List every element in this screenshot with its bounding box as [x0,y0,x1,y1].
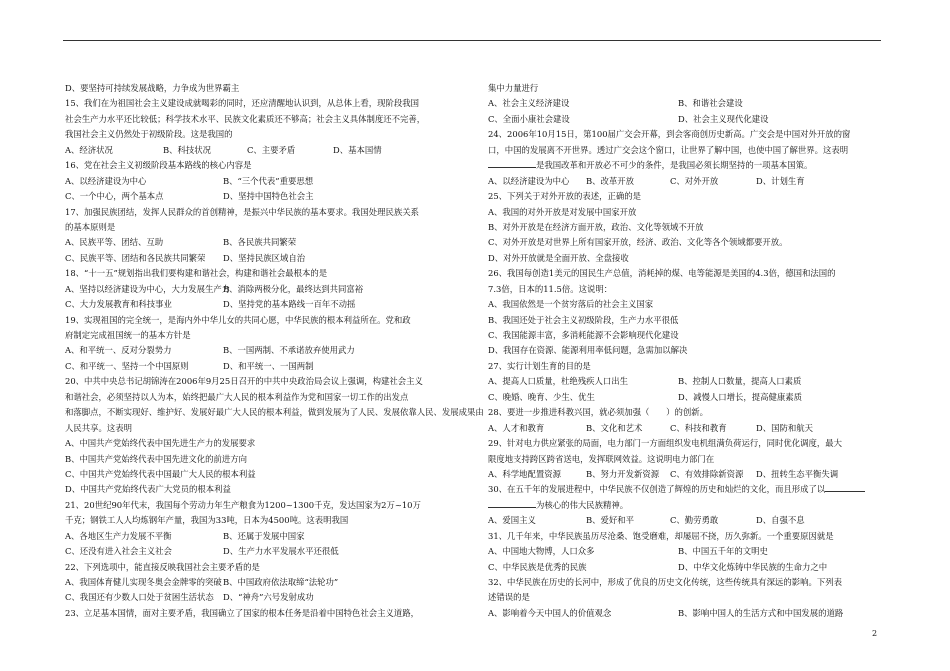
option-row [65,235,465,250]
answer-option: A、各地区生产力发展不平衡 [65,530,172,541]
answer-option: D、“神舟”六号发射成功 [223,592,314,603]
answer-blank [825,482,865,492]
answer-option: B、爱好和平 [586,515,635,526]
answer-option: C、中华民族是优秀的民族 [488,561,587,572]
answer-option: A、以经济建设为中心 [65,175,147,186]
answer-option: B、和谐社会建设 [678,98,743,109]
text-line: 23、立足基本国情，面对主要矛盾，我国确立了国家的根本任务是沿着中国特色社会主义道路， [65,607,420,618]
answer-option: C、对外开放 [670,175,719,186]
answer-option: A、人才和教育 [488,422,545,433]
answer-option: B、改革开放 [586,175,635,186]
text-line: 18、“十一五”规划指出我们要构建和谐社会，构建和谐社会最根本的是 [65,268,328,279]
answer-option: A、和平统一、反对分裂势力 [65,345,172,356]
text-line: 限度地支持跨区跨省送电，发挥联网效益。这说明电力部门在 [488,453,715,464]
answer-option: B、影响中国人的生活方式和中国发展的道路 [678,607,844,618]
option-row [488,96,888,111]
option-row [65,529,465,544]
top-rule [63,40,881,41]
answer-option: B、文化和艺术 [586,422,643,433]
answer-option: B、控制人口数量，提高人口素质 [678,376,802,387]
option-row [488,390,888,405]
answer-option: B、各民族共同繁荣 [223,237,297,248]
answer-option: B、努力开发新资源 [586,468,660,479]
text-line: C、中国共产党始终代表中国最广大人民的根本利益 [65,468,256,479]
text-line: C、我国能源丰富，多消耗能源不会影响现代化建设 [488,330,679,340]
answer-option: B、科技状况 [163,144,212,155]
option-row [65,174,465,189]
right-column [488,81,888,621]
answer-option: C、民族平等、团结和各民族共同繁荣 [65,252,206,263]
option-row [65,575,465,590]
answer-option: A、坚持以经济建设为中心，大力发展生产力 [65,283,231,294]
text-line: 7.3倍，日本的11.5倍。这说明： [488,283,613,294]
text-line: 和谐社会，必须坚持以人为本，始终把最广大人民的根本利益作为党和国家一切工作的出发点 [65,391,409,402]
answer-option: B、消除两极分化，最终达到共同富裕 [223,283,364,294]
text-line: 口，中国的发展离不开世界。透过广交会这个窗口，让世界了解中国，也使中国了解世界。这表明 [488,144,849,155]
left-column [65,81,484,621]
text-line: D、对外开放就是全面开放、全盘接收 [488,252,629,263]
option-row [488,174,888,189]
answer-option: C、还没有进入社会主义社会 [65,546,172,557]
text-line: 我国社会主义仍然处于初级阶段。这是我国的 [65,129,233,140]
option-row [65,297,465,312]
text-line: 30、在五千年的发展进程中，中华民族不仅创造了辉煌的历史和灿烂的文化，而且形成了以 [488,482,888,497]
option-row [488,560,888,575]
answer-option: A、我国体育健儿实现冬奥会金牌零的突破 [65,577,222,587]
answer-blank [488,498,536,508]
option-row [488,606,888,621]
text-line: 述错误的是 [488,592,530,603]
text-line: 31、几千年来，中华民族虽历尽沧桑、饱受磨难，却屡屈不挠，历久弥新。一个重要原因就是 [488,530,834,541]
answer-option: D、和平统一、一国两制 [223,360,314,371]
text-line: 28、要进一步推进科教兴国，就必须加强（ ）的创新。 [488,407,709,418]
text-line: 21、20世纪90年代末，我国每个劳动力年生产粮食为1200~1300千克，发达国家为2万~10万 [65,499,421,510]
option-row [488,112,888,127]
answer-option: C、勤劳勇敢 [670,515,719,526]
answer-option: D、国防和航天 [756,422,813,433]
answer-option: D、坚持民族区域自治 [223,252,306,263]
answer-option: A、提高人口质量，杜绝残疾人口出生 [488,376,629,387]
answer-option: D、自强不息 [756,515,805,526]
answer-option: A、以经济建设为中心 [488,175,570,186]
text-line: 人民共享。这表明 [65,422,132,433]
text-line: A、我国依然是一个贫穷落后的社会主义国家 [488,299,654,310]
answer-option: C、晚婚、晚育、少生、优生 [488,391,595,402]
option-row [65,590,465,605]
answer-option: D、减慢人口增长，提高健康素质 [678,391,802,402]
answer-option: C、有效排除新资源 [670,468,744,479]
text-line: 19、实现祖国的完全统一，是海内外中华儿女的共同心愿，中华民族的根本利益所在。党和政 [65,314,411,325]
answer-option: A、爱国主义 [488,515,536,526]
text-line: 25、下列关于对外开放的表述，正确的是 [488,191,642,202]
text-line: 千克；钢铁工人人均炼钢年产量，我国为33吨，日本为4500吨。这表明我国 [65,515,349,526]
answer-option: D、社会主义现代化建设 [678,113,769,124]
answer-option: D、坚持中国特色社会主 [223,191,314,202]
answer-option: B、还属于发展中国家 [223,530,305,541]
text-line: A、中国共产党始终代表中国先进生产力的发展要求 [65,438,256,449]
text-line: 27、实行计划生育的目的是 [488,360,591,371]
answer-option: C、一个中心，两个基本点 [65,191,164,202]
text-line: D、要坚持可持续发展战略，力争成为世界霸主 [65,83,240,93]
text-line: 20、中共中央总书记胡锦涛在2006年9月25日召开的中共中央政治局会议上强调，构建社会主义 [65,376,423,387]
answer-option: C、全面小康社会建设 [488,113,570,124]
option-row [488,467,888,482]
answer-option: B、中国五千年的文明史 [678,546,768,557]
answer-option: D、坚持党的基本路线一百年不动摇 [223,299,356,310]
answer-option: D、扭转生态平衡失调 [756,468,839,479]
text-line: B、对外开放是在经济方面开放，政治、文化等领域不开放 [488,221,704,232]
text-line: 的基本原则是 [65,221,116,232]
option-row [65,143,465,158]
option-row [65,251,465,266]
answer-option: C、和平统一、坚持一个中国原则 [65,360,189,371]
answer-option: D、生产力水平发展水平还很低 [223,546,339,557]
option-row [65,189,465,204]
text-line: B、我国还处于社会主义初级阶段，生产力水平很低 [488,314,679,325]
text-line: D、我国存在资源、能源利用率低问题，急需加以解决 [488,345,688,356]
answer-option: A、影响着今天中国人的价值观念 [488,607,612,618]
option-row [488,544,888,559]
option-row [65,544,465,559]
answer-option: A、科学地配置资源 [488,468,562,479]
text-line: C、对外开放是对世界上所有国家开放，经济、政治、文化等各个领域都要开放。 [488,237,788,248]
option-row [488,513,888,528]
answer-blank [488,158,536,168]
text-line: B、中国共产党始终代表中国先进文化的前进方向 [65,453,248,464]
text-line: 为核心的伟大民族精神。 [488,498,888,513]
text-line: 29、针对电力供应紧张的局面，电力部门一方面组织发电机组满负荷运行，同时优化调度，最大 [488,438,843,449]
answer-option: C、大力发展教育和科技事业 [65,299,172,310]
text-line: 24、2006年10月15日，第100届广交会开幕，到会客商创历史新高。广交会是中国对外开放的窗 [488,129,851,140]
page-number: 2 [872,629,878,638]
answer-option: D、中华文化炼铸中华民族的生命力之中 [678,561,828,572]
text-line: 32、中华民族在历史的长河中，形成了优良的历史文化传统，这些传统具有深远的影响。下列表 [488,577,843,587]
answer-option: C、主要矛盾 [247,144,296,155]
answer-option: D、基本国情 [333,144,382,155]
text-line: D、中国共产党始终代表广大党员的根本利益 [65,484,231,495]
answer-option: A、民族平等、团结、互助 [65,237,164,248]
answer-option: D、计划生育 [756,175,805,186]
answer-option: A、经济状况 [65,144,113,155]
answer-option: A、中国地大物博，人口众多 [488,546,595,557]
text-line: 16、党在社会主义初级阶段基本路线的核心内容是 [65,160,252,171]
text-line: A、我国的对外开放是对发展中国家开放 [488,206,637,217]
text-line: 府制定完成祖国统一的基本方针是 [65,330,191,340]
text-line: 17、加强民族团结，发挥人民群众的首创精神，是振兴中华民族的基本要求。我国处理民族关系 [65,206,420,217]
text-line: 和落脚点，不断实现好、维护好、发展好最广大人民的根本利益，做到发展为了人民、发展依靠人民、发展成果由 [65,407,484,418]
answer-option: B、中国政府依法取缔“法轮功” [223,577,339,587]
option-row [65,343,465,358]
text-line: 15、我们在为祖国社会主义建设成就喝彩的同时，还应清醒地认识到，从总体上看，现阶段我国 [65,98,420,109]
answer-option: A、社会主义经济建设 [488,98,570,109]
answer-option: C、科技和教育 [670,422,727,433]
text-line: 社会生产力水平还比较低；科学技术水平、民族文化素质还不够高；社会主义具体制度还不完善， [65,113,426,124]
answer-option: C、我国还有少数人口处于贫困生活状态 [65,592,214,603]
answer-option: B、一国两制、不承诺放弃使用武力 [223,345,355,356]
option-row [488,374,888,389]
option-row [65,282,465,297]
text-line: 是我国改革和开放必不可少的条件，是我国必须长期坚持的一项基本国策。 [488,158,888,173]
option-row [65,359,465,374]
text-line: 22、下列选项中，能直接反映我国社会主要矛盾的是 [65,561,260,572]
text-line: 26、我国每创造1美元的国民生产总值，消耗掉的煤、电等能源是美国的4.3倍，德国和法国的 [488,268,836,279]
option-row [488,421,888,436]
text-line: 集中力量进行 [488,83,539,93]
answer-option: B、“三个代表”重要思想 [223,175,314,186]
